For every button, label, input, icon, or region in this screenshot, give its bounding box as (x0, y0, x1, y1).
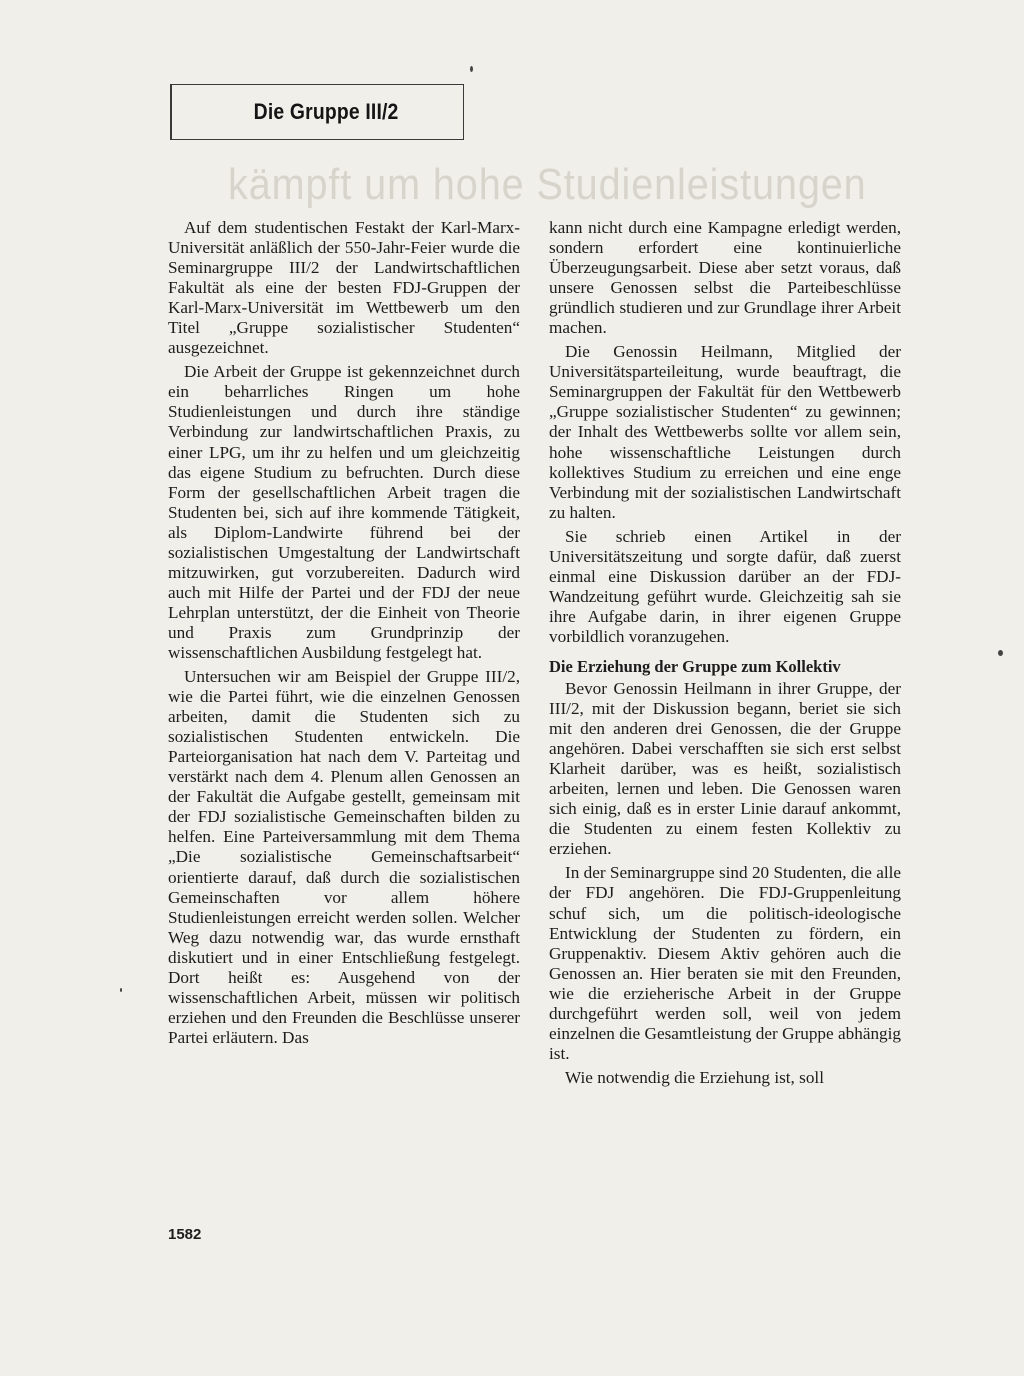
title-box (170, 84, 464, 140)
print-speck (120, 988, 122, 992)
paragraph: Auf dem studentischen Festakt der Karl-Marx-Universität anläßlich der 550-Jahr-Feier wurde die Seminargruppe III/2 der Landwirtschaftlichen Fakultät als eine der besten FDJ-Gruppen der Karl-Marx-Universität im Wettbewerb um den Titel „Gruppe sozialistischer Studenten“ ausgezeichnet. (168, 218, 520, 358)
paragraph: Die Genossin Heilmann, Mitglied der Universitätsparteileitung, wurde beauftragt, die Seminargruppen der Fakultät für den Wettbewerb „Gruppe sozialistischer Studenten“ zu gewinnen; der Inhalt des Wettbewerbs sollte vor allem sein, hohe wissenschaftliche Leistungen durch kollektives Studium zu erreichen und eine enge Verbindung mit der sozialistischen Landwirtschaft zu halten. (549, 342, 901, 522)
paragraph: Untersuchen wir am Beispiel der Gruppe III/2, wie die Partei führt, wie die einzelnen Genossen arbeiten, damit die Studenten sich zu sozialistischen Studenten entwickeln. Die Parteiorganisation hat nach dem V. Parteitag und verstärkt nach dem 4. Plenum allen Genossen an der Fakultät die Aufgabe gestellt, gemeinsam mit der FDJ sozialistische Gemeinschaften bilden zu helfen. Eine Parteiversammlung mit dem Thema „Die sozialistische Gemeinschaftsarbeit“ orientierte darauf, daß durch die sozialistischen Gemeinschaften vor allem höhere Studienleistungen erreicht werden sollen. Welcher Weg dazu notwendig war, das wurde ernsthaft diskutiert und in einer Entschließung festgelegt. Dort heißt es: Ausgehend von der wissenschaftlichen Arbeit, müssen wir politisch erziehen und den Freunden die Beschlüsse unserer Partei erläutern. Das (168, 667, 520, 1047)
left-column (168, 218, 520, 1052)
paragraph: Sie schrieb einen Artikel in der Universitätszeitung und sorgte dafür, daß zuerst einmal eine Diskussion darüber an der FDJ-Wandzeitung geführt wurde. Gleichzeitig sah sie ihre Aufgabe darin, in ihrer eigenen Gruppe vorbildlich voranzugehen. (549, 526, 901, 646)
paragraph: In der Seminargruppe sind 20 Studenten, die alle der FDJ angehören. Die FDJ-Gruppenleitung schuf sich, um die politisch-ideologische Entwicklung der Studenten zu fördern, ein Gruppenaktiv. Diesem Aktiv gehören auch die Genossen an. Hier beraten sie mit den Freunden, wie die erzieherische Arbeit in der Gruppe durchgeführt werden soll, weil von jedem einzelnen die Gesamtleistung der Gruppe abhängig ist. (549, 863, 901, 1063)
paragraph-continuation: kann nicht durch eine Kampagne erledigt werden, sondern erfordert eine kontinuierliche Überzeugungsarbeit. Diese aber setzt voraus, daß unsere Genossen selbst die Parteibeschlüsse gründlich studieren und zur Grundlage ihrer Arbeit machen. (549, 218, 901, 338)
paragraph: Wie notwendig die Erziehung ist, soll (565, 1067, 824, 1087)
paragraph: Bevor Genossin Heilmann in ihrer Gruppe, der III/2, mit der Diskussion begann, beriet sie sich mit den anderen drei Genossen, die der Gruppe angehören. Dabei verschafften sie sich erst selbst Klarheit darüber, was es heißt, sozialistisch arbeiten, lernen und leben. Die Genossen waren sich einig, daß es in erster Linie darauf ankommt, die Studenten zu einem festen Kollektiv zu erziehen. (549, 678, 901, 859)
print-speck (470, 66, 473, 72)
section-heading: Die Erziehung der Gruppe zum Kollektiv (549, 656, 841, 676)
article-title: Die Gruppe III/2 (253, 99, 399, 124)
print-speck (998, 650, 1003, 656)
right-column (549, 218, 901, 1092)
article-subtitle: kämpft um hohe Studienleistungen (228, 160, 867, 209)
paragraph: Die Arbeit der Gruppe ist gekennzeichnet durch ein beharrliches Ringen um hohe Studienleistungen und durch ihre ständige Verbindung zur landwirtschaftlichen Praxis, zu einer LPG, um ihr zu helfen und um gleichzeitig das eigene Studium zu befruchten. Durch diese Form der gesellschaftlichen Arbeit tragen die Studenten bei, sich auf ihre kommende Tätigkeit, als Diplom-Landwirte führend bei der sozialistischen Umgestaltung der Landwirtschaft mitzuwirken, gut vorzubereiten. Dadurch wird auch mit Hilfe der Partei und der FDJ der neue Lehrplan unterstützt, der die Einheit von Theorie und Praxis zum Grundprinzip der wissenschaftlichen Ausbildung festgelegt hat. (168, 362, 520, 662)
page-number: 1582 (168, 1226, 202, 1243)
